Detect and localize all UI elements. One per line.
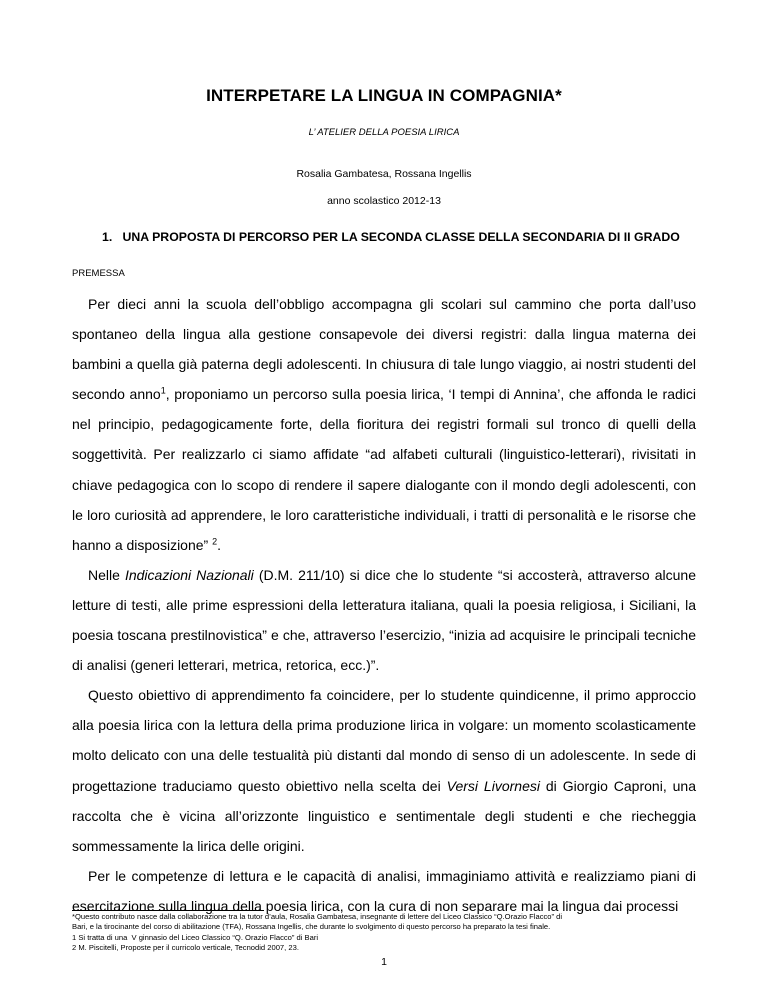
p2-text-b: (D.M. 211/10) si dice che lo studente “si accosterà, attraverso alcune letture di testi, alle prime espressioni della letteratura italiana, quali la poesia religiosa, i Siciliani, la poesia toscana prestilnovistica” e che, attraverso l’esercizio, “inizia ad acquisire le principali tecniche di analisi (generi letterari, metrica, retorica, ecc.)”. [72,566,696,674]
document-title: INTERPETARE LA LINGUA IN COMPAGNIA* [206,86,562,105]
p3-italic-title: Versi Livornesi [446,777,540,794]
body-text [72,289,696,921]
p2-italic-title: Indicazioni Nazionali [124,566,254,583]
footnote-line: *Questo contributo nasce dalla collaborazione tra la tutor d’aula, Rosalia Gambatesa, insegnante di lettere del Liceo Classico “Q.Orazio Flacco” di [72,912,563,921]
p2-text-a: Nelle [88,566,125,583]
footnote-ref-2: 2 [212,536,218,547]
paragraph-3 [72,680,696,861]
footnote-line: 1 Si tratta di una V ginnasio del Liceo Classico “Q. Orazio Flacco” di Bari [72,932,319,942]
section-heading: 1. UNA PROPOSTA DI PERCORSO PER LA SECONDA CLASSE DELLA SECONDARIA DI II GRADO [102,230,680,244]
p1-text-c: . [217,536,222,553]
footnotes [72,912,702,954]
p1-text-a: Per dieci anni la scuola dell’obbligo accompagna gli scolari sul cammino che porta dall’uso spontaneo della lingua alla gestione consapevole dei diversi registri: dalla lingua materna dei bambini a quella già paterna degli adolescenti. In chiusura di tale lungo viaggio, ai nostri studenti del secondo anno [72,296,696,403]
footnote-line: Bari, e la tirocinante del corso di abilitazione (TFA), Rossana Ingellis, che durante lo svolgimento di questo percorso ha preparato la tesi finale. [72,922,551,932]
footnote-ref-1: 1 [160,385,166,396]
paragraph-1 [72,289,696,560]
footnote-divider [72,910,264,911]
p3-text-b: di Giorgio Caproni, una raccolta che è vicina all’orizzonte linguistico e sentimentale degli studenti e che riecheggia sommessamente la lirica delle origini. [72,777,696,854]
authors: Rosalia Gambatesa, Rossana Ingellis [296,168,472,180]
school-year: anno scolastico 2012-13 [327,195,441,207]
document-subtitle: L’ ATELIER DELLA POESIA LIRICA [308,127,460,138]
premessa-label: PREMESSA [72,268,125,279]
page-number: 1 [381,956,387,968]
p1-text-b: , proponiamo un percorso sulla poesia lirica, ‘I tempi di Annina’, che affonda le radici nel principio, pedagogicamente forte, della fioritura dei registri formali sul tronco di quelli della soggettività. Per realizzarlo ci siamo affidate “ad alfabeti culturali (linguistico-letterari), rivisitati in chiave pedagogica con lo scopo di rendere il sapere dialogante con il mondo degli adolescenti, con le loro curiosità ad apprendere, le loro caratteristiche individuali, i tratti di personalità e le risorse che hanno a disposizione” [72,386,697,553]
footnote-line: 2 M. Piscitelli, Proposte per il curricolo verticale, Tecnodid 2007, 23. [72,943,299,953]
paragraph-4: Per le competenze di lettura e le capacità di analisi, immaginiamo attività e realizziamo piani di esercitazione sulla lingua della poesia lirica, con la cura di non separare mai la lingua dai processi [72,867,696,914]
p3-text-a: Questo obiettivo di apprendimento fa coincidere, per lo studente quindicenne, il primo approccio alla poesia lirica con la lettura della prima produzione lirica in volgare: un momento scolasticamente molto delicato con una delle testualità più distanti dal mondo di senso di un adolescente. In sede di progettazione traduciamo questo obiettivo nella scelta dei [72,687,696,794]
paragraph-2 [72,560,696,680]
